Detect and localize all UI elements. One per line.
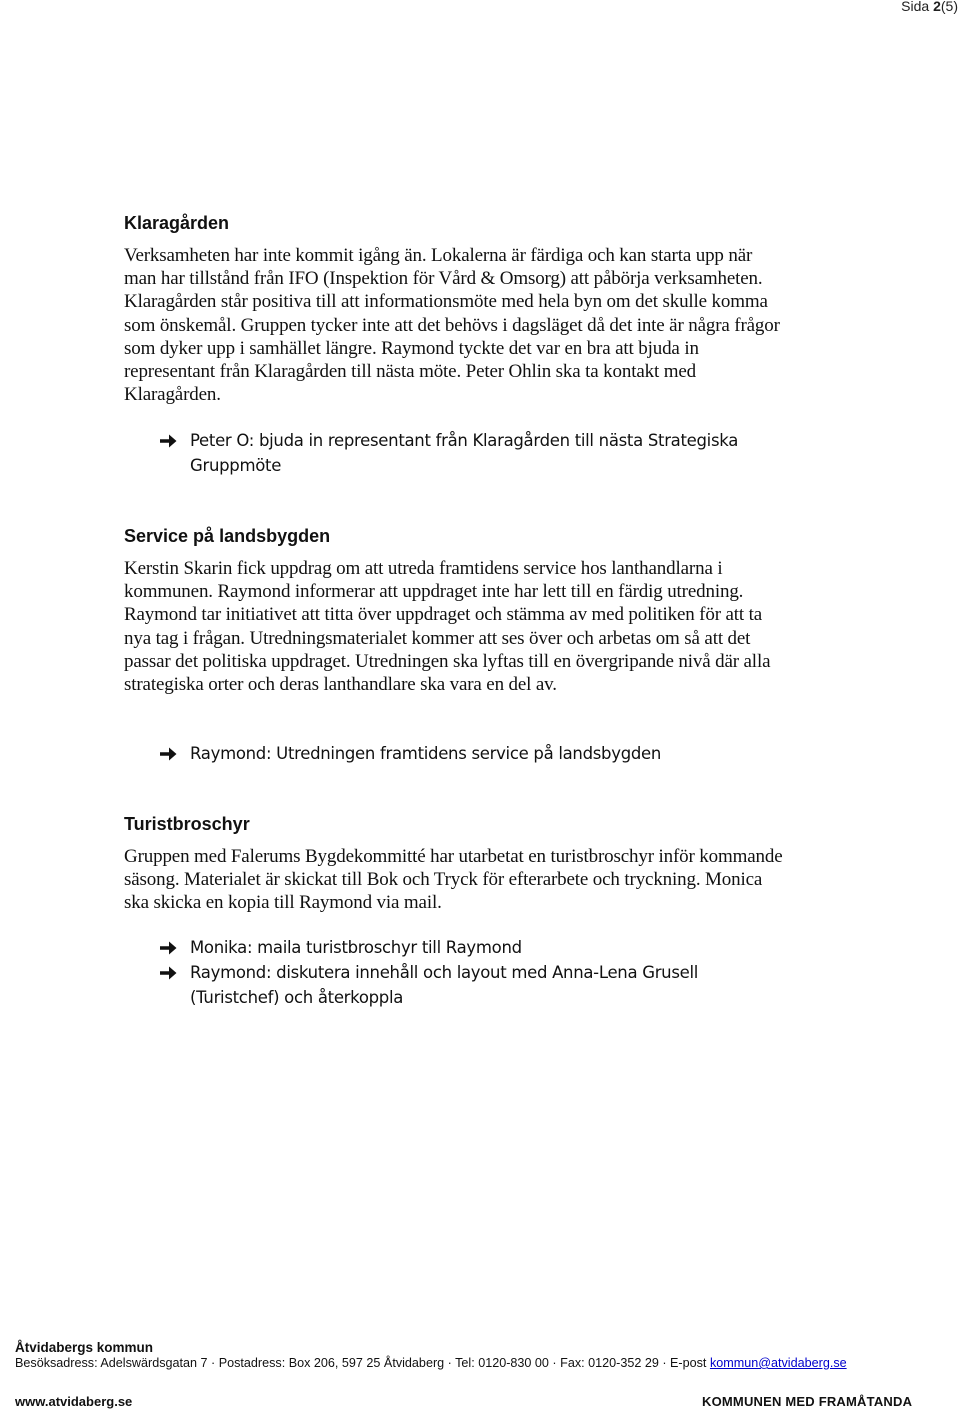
action-item: [160, 960, 780, 1010]
page-number: [901, 0, 958, 14]
footer-bar: [0, 1388, 960, 1416]
arrow-right-icon: [160, 434, 177, 448]
action-item: [160, 935, 780, 960]
arrow-right-icon: [160, 941, 177, 955]
paragraph-klaragarden: Verksamheten har inte kommit igång än. Lokalerna är färdiga och kan starta upp när man har tillstånd från IFO (Inspektion för Vård & Omsorg) att påbörja verksamheten. Klaragården står positiva till att informationsmöte med hela byn om det skulle komma som önskemål. Gruppen tycker inte att det behövs i dagsläget då det inte är några frågor som dyker upp i samhället längre. Raymond tyckte det var en bra att bjuda in representant från Klaragården till nästa möte. Peter Ohlin ska ta kontakt med Klaragården.: [124, 245, 780, 406]
action-text: Monika: maila turistbroschyr till Raymond: [190, 938, 522, 957]
heading-klaragarden: Klaragården: [124, 213, 230, 233]
section-service: [124, 526, 784, 696]
page-current: 2: [933, 0, 941, 14]
arrow-right-icon: [160, 747, 177, 761]
action-text: Raymond: Utredningen framtidens service på landsbygden: [190, 744, 662, 763]
heading-service: Service på landsbygden: [124, 526, 331, 546]
action-text: Raymond: diskutera innehåll och layout med Anna-Lena Grusell (Turistchef) och återkoppla: [190, 963, 699, 1007]
action-item: [160, 428, 780, 478]
page-label: Sida: [901, 0, 934, 14]
section-turistbroschyr: [124, 814, 784, 915]
section-klaragarden: [124, 213, 784, 406]
footer-email-link[interactable]: kommun@atvidaberg.se: [709, 1356, 847, 1370]
actions-service: [160, 741, 780, 766]
actions-turistbroschyr: [160, 935, 780, 1010]
footer-address: [15, 1356, 960, 1370]
footer-org: Åtvidabergs kommun: [15, 1340, 154, 1355]
footer-address-text: Besöksadress: Adelswärdsgatan 7 · Postadress: Box 206, 597 25 Åtvidaberg · Tel: 0120-830 00 · Fax: 0120-352 29 · E-post: [15, 1356, 710, 1370]
heading-turistbroschyr: Turistbroschyr: [124, 814, 250, 834]
footer-website[interactable]: www.atvidaberg.se: [15, 1394, 133, 1409]
action-text: Peter O: bjuda in representant från Klaragården till nästa Strategiska Gruppmöte: [190, 431, 739, 475]
page-total: (5): [940, 0, 958, 14]
action-item: [160, 741, 780, 766]
footer-slogan: KOMMUNEN MED FRAMÅTANDA: [702, 1394, 913, 1409]
paragraph-service: Kerstin Skarin fick uppdrag om att utreda framtidens service hos lanthandlarna i kommunen. Raymond informerar att uppdraget inte har lett till en färdig utredning. Raymond tar initiativet att titta över uppdraget och stämma av med politiken för att ta nya tag i frågan. Utredningsmaterialet kommer att ses över och arbetas om så att det passar det politiska uppdraget. Utredningen ska lyftas till en övergripande nivå där alla strategiska orter och deras lanthandlare ska vara en del av.: [124, 558, 771, 696]
actions-klaragarden: [160, 428, 780, 478]
arrow-right-icon: [160, 966, 177, 980]
paragraph-turistbroschyr: Gruppen med Falerums Bygdekommitté har utarbetat en turistbroschyr inför kommande säsong. Materialet är skickat till Bok och Tryck för efterarbete och tryckning. Monica ska skicka en kopia till Raymond via mail.: [124, 846, 783, 914]
